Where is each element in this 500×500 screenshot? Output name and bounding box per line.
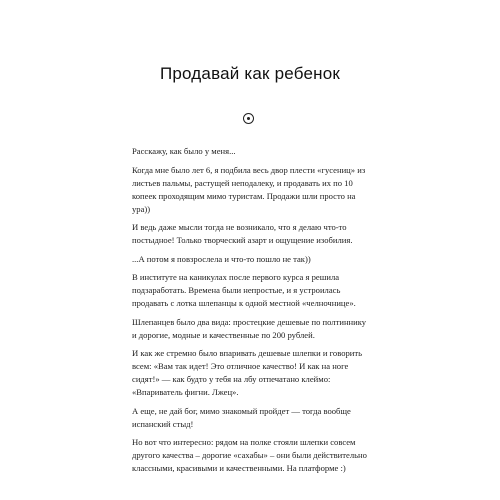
paragraph: Но вот что интересно: рядом на полке стояли шлепки совсем другого качества – дорогие «сахабы» – они были действительно классными, красивыми и качественными. На платформе :) [132, 437, 367, 473]
paragraph: Расскажу, как было у меня... [132, 146, 236, 156]
chapter-title: Продавай как ребенок [159, 64, 341, 83]
circle-dot-icon [243, 113, 254, 124]
paragraph: ...А потом я повзрослела и что-то пошло не так)) [132, 253, 311, 264]
paragraph: И как же стремно было впаривать дешевые шлепки и говорить всем: «Вам так идет! Это отличное качество! И как на ноге сидят!» — как будто у тебя на лбу отпечатано клеймо: «Впариватель фигни. Лжец». [132, 348, 363, 397]
paragraph: Шлепанцев было два вида: простецкие дешевые по полтиннику и дорогие, модные и качественные по 200 рублей. [132, 316, 367, 340]
paragraph: И ведь даже мысли тогда не возникало, что я делаю что-то постыдное! Только творческий азарт и ощущение изобилия. [132, 222, 353, 245]
paragraph: А еще, не дай бог, мимо знакомый пройдет — тогда вообще испанский стыд! [132, 405, 351, 429]
chapter-body [132, 145, 372, 481]
paragraph: В институте на каникулах после первого курса я решила подзаработать. Времена были непростые, и я устроилась продавать с лотка шлепанцы к одной местной «челночнице». [132, 272, 356, 308]
paragraph: Когда мне было лет 6, я подбила весь двор плести «гусениц» из листьев пальмы, растущей неподалеку, и продавать их по 10 копеек проходящим мимо туристам. Продажи шли просто на ура)) [132, 164, 366, 214]
